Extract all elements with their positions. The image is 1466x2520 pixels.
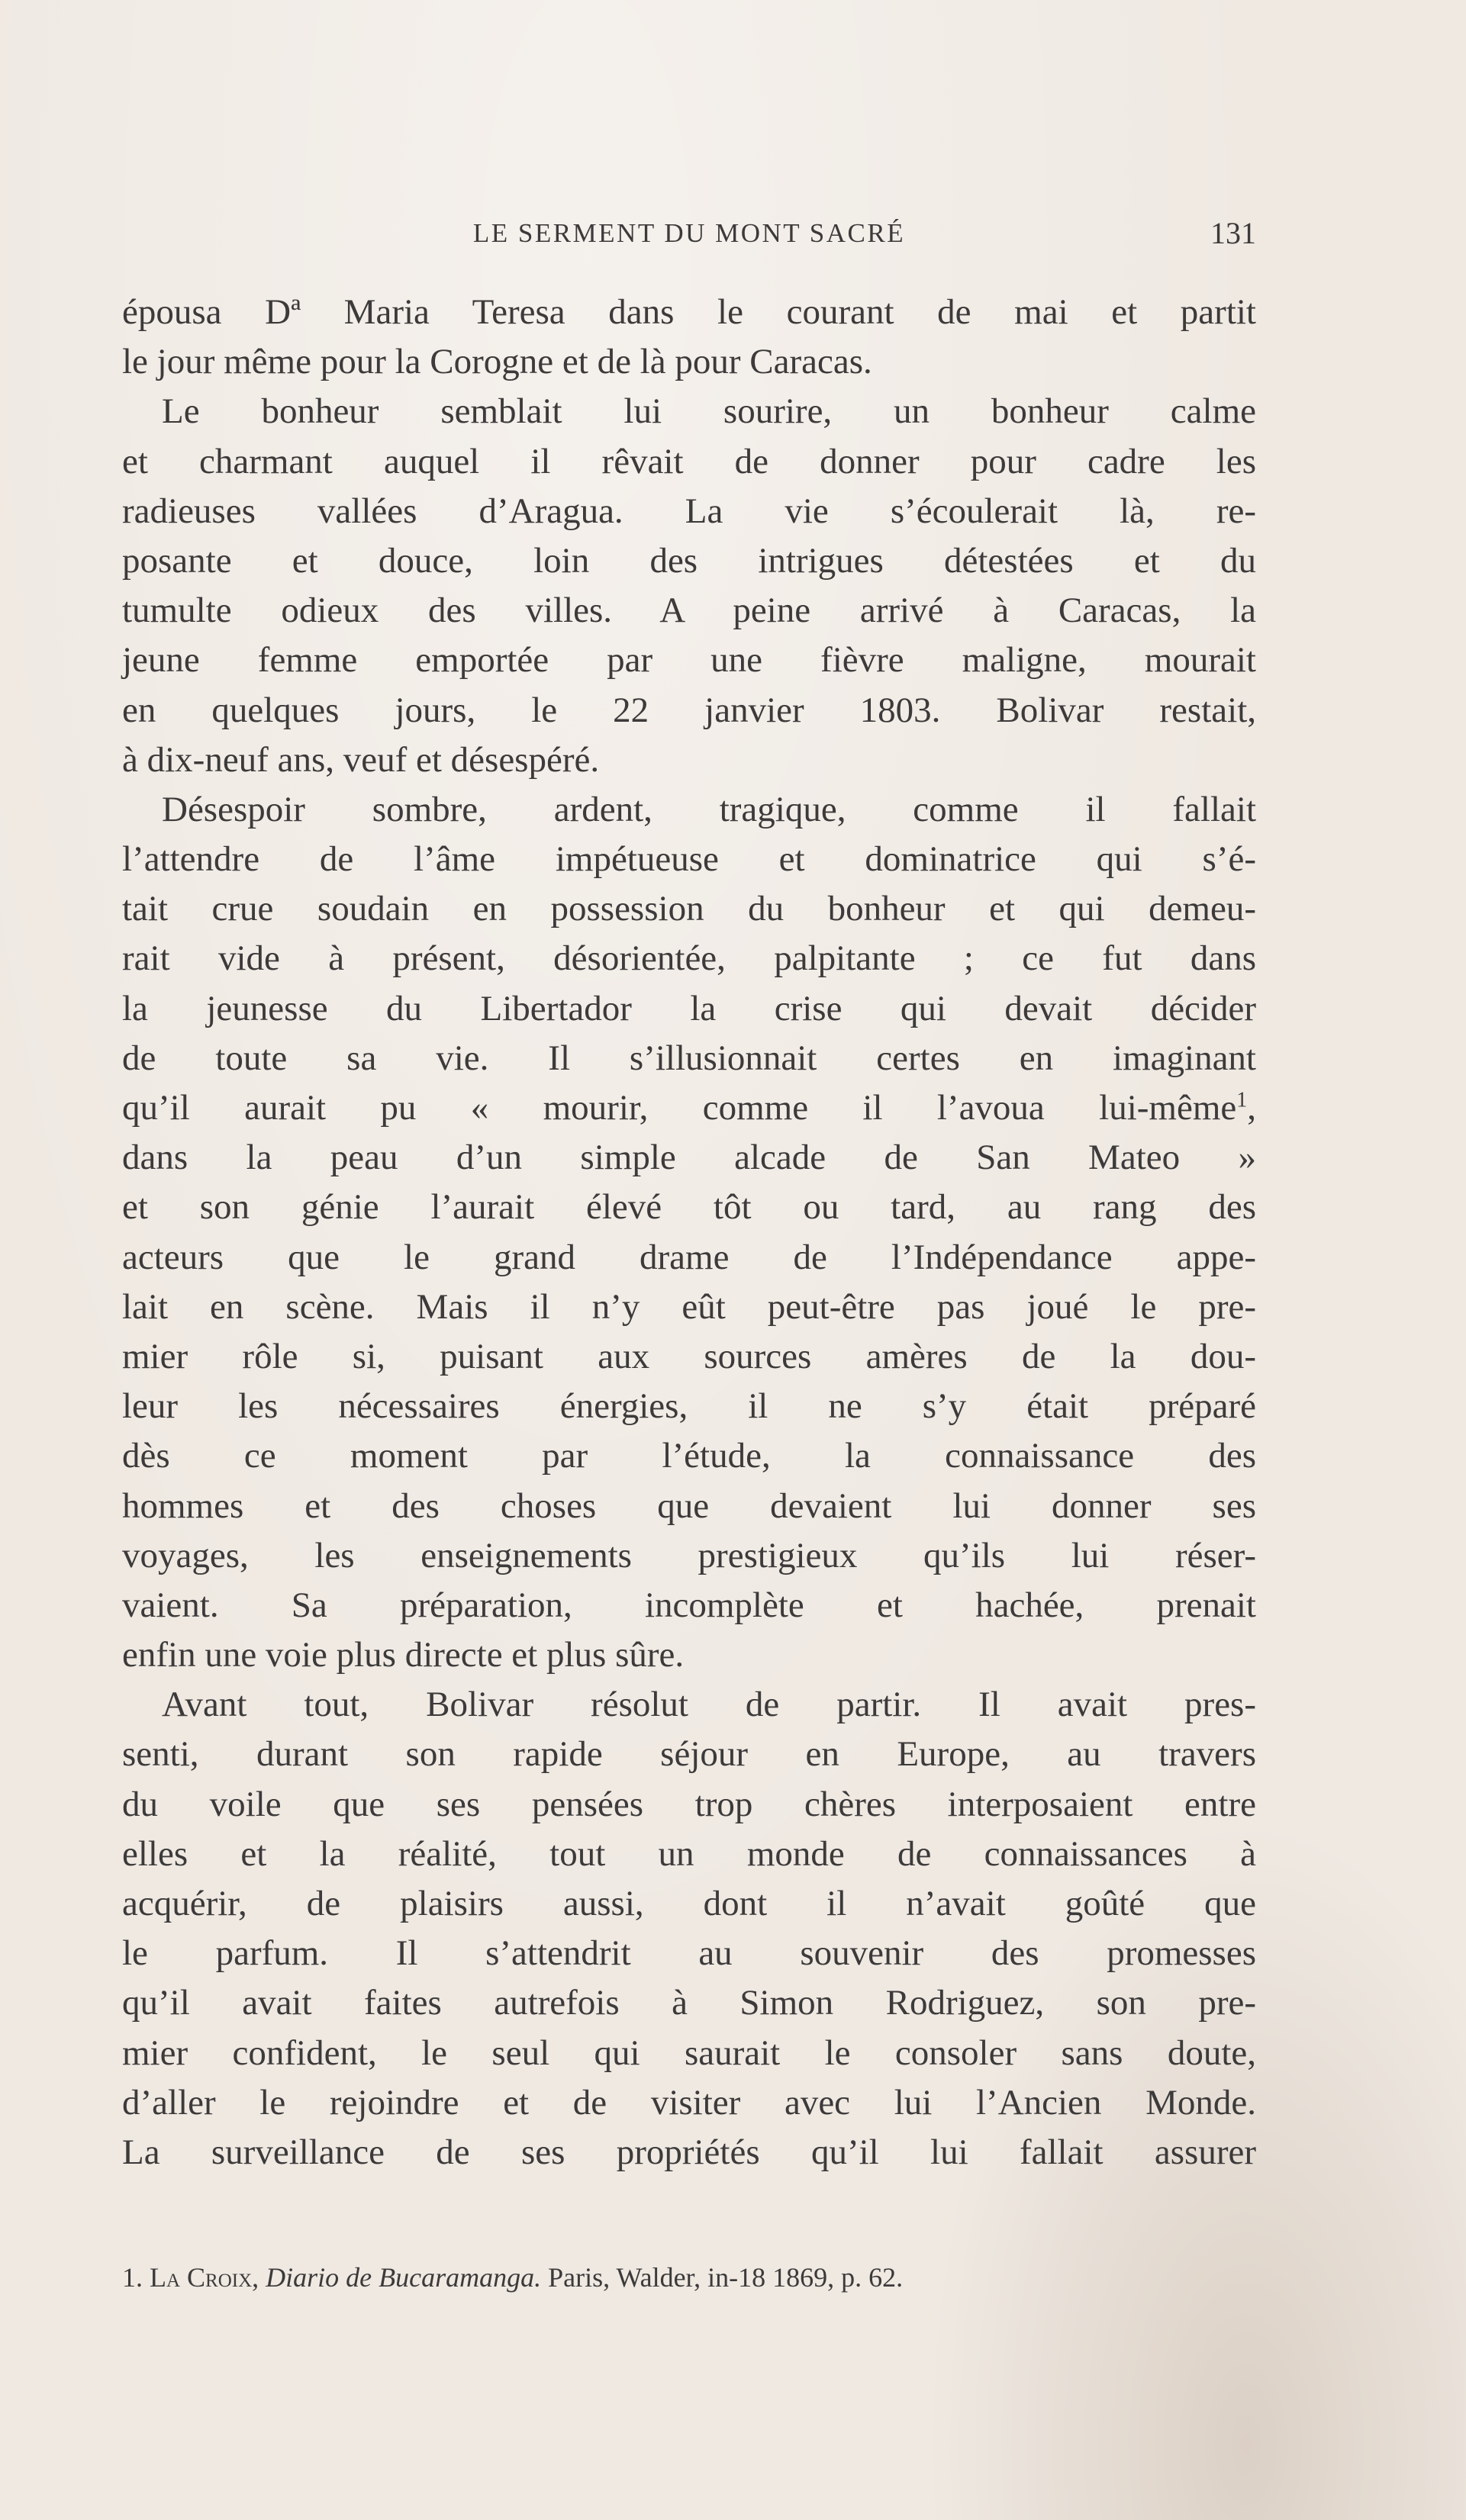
body-text [122,288,1256,2177]
text-line: leur les nécessaires énergies, il ne s’y était préparé [122,1386,1256,1427]
text-line: mier rôle si, puisant aux sources amères de la dou- [122,1336,1256,1376]
text-line: jeune femme emportée par une fièvre maligne, mourait [122,640,1256,681]
page-number: 131 [1210,216,1256,250]
running-head [122,211,1256,256]
footnote-ref: 1 [1236,1088,1248,1112]
text-line: dès ce moment par l’étude, la connaissance des [122,1436,1256,1476]
text-line: La surveillance de ses propriétés qu’il lui fallait assurer [122,2132,1256,2172]
text-line: radieuses vallées d’Aragua. La vie s’écoulerait là, re- [122,491,1256,531]
text-line: à dix-neuf ans, veuf et désespéré. [122,739,600,780]
text-line: et charmant auquel il rêvait de donner pour cadre les [122,441,1256,481]
text-line: elles et la réalité, tout un monde de connaissances à [122,1833,1256,1874]
text-line: rait vide à présent, désorientée, palpitante ; ce fut dans [122,938,1256,979]
comma: , [1247,1088,1256,1128]
text-line: voyages, les enseignements prestigieux qu’ils lui réser- [122,1535,1256,1575]
text-line: d’aller le rejoindre et de visiter avec lui l’Ancien Monde. [122,2082,1256,2123]
text-line: l’attendre de l’âme impétueuse et dominatrice qui s’é- [122,839,1256,880]
text-line: de toute sa vie. Il s’illusionnait certes en imaginant [122,1038,1256,1078]
text-line: qu’il avait faites autrefois à Simon Rodriguez, son pre- [122,1983,1256,2023]
text-line: et son génie l’aurait élevé tôt ou tard, au rang des [122,1187,1256,1228]
text-line: en quelques jours, le 22 janvier 1803. Bolivar restait, [122,690,1256,730]
text-line: senti, durant son rapide séjour en Europe, au travers [122,1734,1256,1775]
text-line: vaient. Sa préparation, incomplète et hachée, prenait [122,1585,1256,1625]
footnote-details: Paris, Walder, in-18 1869, p. 62. [548,2262,904,2293]
text-line: Désespoir sombre, ardent, tragique, comme il fallait [162,789,1256,829]
text-line: Le bonheur semblait lui sourire, un bonheur calme [162,391,1256,432]
footnote-title: Diario de Bucaramanga. [266,2262,542,2293]
footnote [122,2258,1256,2296]
text-line: hommes et des choses que devaient lui donner ses [122,1485,1256,1526]
text-line: du voile que ses pensées trop chères interposaient entre [122,1784,1256,1824]
text-line-content: qu’il aurait pu « mourir, comme il l’avoua lui-même [122,1088,1237,1128]
text-line: dans la peau d’un simple alcade de San Mateo » [122,1138,1256,1178]
text-line: tait crue soudain en possession du bonheur et qui demeu- [122,889,1256,929]
text-line: le jour même pour la Corogne et de là pour Caracas. [122,342,872,382]
text-line-with-footnote-ref [122,1083,1256,1133]
text-line: le parfum. Il s’attendrit au souvenir des promesses [122,1933,1256,1974]
text-line: Avant tout, Bolivar résolut de partir. Il avait pres- [162,1685,1256,1725]
text-line: posante et douce, loin des intrigues détestées et du [122,540,1256,581]
text-line: acteurs que le grand drame de l’Indépendance appe- [122,1237,1256,1277]
text-line: lait en scène. Mais il n’y eût peut-être pas joué le pre- [122,1286,1256,1327]
text-line: mier confident, le seul qui saurait le consoler sans doute, [122,2032,1256,2073]
text-line: tumulte odieux des villes. A peine arrivé à Caracas, la [122,591,1256,631]
footnote-author: La Croix, [150,2262,259,2293]
text-line: enfin une voie plus directe et plus sûre. [122,1635,685,1675]
text-line: acquérir, de plaisirs aussi, dont il n’avait goûté que [122,1884,1256,1923]
text-line: la jeunesse du Libertador la crise qui devait décider [122,988,1256,1028]
running-title: LE SERMENT DU MONT SACRÉ [472,218,906,248]
text-line: épousa Dª Maria Teresa dans le courant de mai et partit [122,292,1256,332]
footnote-number: 1. [122,2262,143,2293]
